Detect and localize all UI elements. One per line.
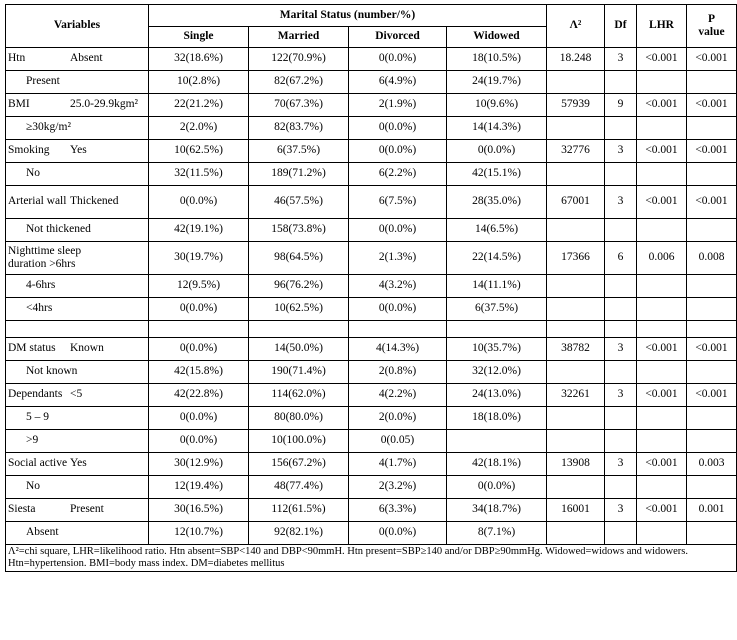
table-row xyxy=(6,430,737,453)
cell-widowed: 6(37.5%) xyxy=(447,298,547,321)
cell-divorced: 2(1.9%) xyxy=(349,94,447,117)
table-row xyxy=(6,476,737,499)
cell-widowed: 28(35.0%) xyxy=(447,186,547,219)
cell-df: 3 xyxy=(605,140,637,163)
cell-widowed: 32(12.0%) xyxy=(447,361,547,384)
row-label-cell xyxy=(6,298,149,321)
cell-single xyxy=(149,321,249,338)
row-label-sub: Absent xyxy=(70,52,103,65)
row-label-cell xyxy=(6,522,149,545)
cell-widowed: 14(6.5%) xyxy=(447,219,547,242)
row-label-sub: >9 xyxy=(26,434,39,447)
cell-single: 12(10.7%) xyxy=(149,522,249,545)
header-divorced: Divorced xyxy=(349,27,447,48)
cell-married: 80(80.0%) xyxy=(249,407,349,430)
cell-df: 3 xyxy=(605,384,637,407)
cell-chi-square xyxy=(547,361,605,384)
cell-married: 6(37.5%) xyxy=(249,140,349,163)
cell-lhr xyxy=(637,163,687,186)
cell-married: 82(67.2%) xyxy=(249,71,349,94)
cell-single: 0(0.0%) xyxy=(149,338,249,361)
cell-married: 96(76.2%) xyxy=(249,275,349,298)
cell-divorced: 0(0.0%) xyxy=(349,298,447,321)
cell-chi-square xyxy=(547,407,605,430)
row-label-main: BMI xyxy=(8,98,30,111)
table-row xyxy=(6,219,737,242)
cell-married: 156(67.2%) xyxy=(249,453,349,476)
row-label-sub: 25.0-29.9kgm² xyxy=(70,98,138,111)
header-p-value-line2: value xyxy=(698,26,725,38)
cell-chi-square xyxy=(547,430,605,453)
cell-lhr xyxy=(637,430,687,453)
table-row xyxy=(6,242,737,275)
cell-divorced: 0(0.0%) xyxy=(349,140,447,163)
cell-df xyxy=(605,117,637,140)
cell-widowed: 14(14.3%) xyxy=(447,117,547,140)
row-label-cell xyxy=(6,338,149,361)
table-header-row-1 xyxy=(6,5,737,27)
cell-p-value xyxy=(687,522,737,545)
cell-lhr xyxy=(637,275,687,298)
table-row xyxy=(6,499,737,522)
cell-lhr xyxy=(637,476,687,499)
table-row xyxy=(6,407,737,430)
cell-p-value xyxy=(687,430,737,453)
cell-chi-square xyxy=(547,321,605,338)
cell-p-value: <0.001 xyxy=(687,384,737,407)
row-label-cell xyxy=(6,321,149,338)
cell-p-value: 0.001 xyxy=(687,499,737,522)
cell-divorced: 4(2.2%) xyxy=(349,384,447,407)
row-label-sub: Yes xyxy=(70,457,87,470)
table-footnote: Λ²=chi square, LHR=likelihood ratio. Htn absent=SBP<140 and DBP<90mmH. Htn present=SBP≥140 and/or DBP≥90mmHg. Widowed=widows and widowers. Htn=hypertension. BMI=body mass index. DM=diabetes mellitus xyxy=(6,545,737,572)
cell-married: 114(62.0%) xyxy=(249,384,349,407)
cell-married: 98(64.5%) xyxy=(249,242,349,275)
row-label-cell xyxy=(6,384,149,407)
cell-p-value: 0.003 xyxy=(687,453,737,476)
row-label-main: DM status xyxy=(8,342,56,355)
cell-single: 0(0.0%) xyxy=(149,430,249,453)
cell-chi-square: 67001 xyxy=(547,186,605,219)
cell-widowed xyxy=(447,321,547,338)
cell-single: 0(0.0%) xyxy=(149,186,249,219)
row-label-cell xyxy=(6,71,149,94)
row-label-sub: Present xyxy=(70,503,104,516)
table-row xyxy=(6,275,737,298)
cell-married: 122(70.9%) xyxy=(249,48,349,71)
header-variables: Variables xyxy=(6,5,149,48)
cell-widowed xyxy=(447,430,547,453)
row-label-cell xyxy=(6,140,149,163)
row-label-cell xyxy=(6,499,149,522)
cell-single: 0(0.0%) xyxy=(149,407,249,430)
table-row xyxy=(6,71,737,94)
cell-chi-square xyxy=(547,476,605,499)
cell-p-value: <0.001 xyxy=(687,140,737,163)
cell-single: 22(21.2%) xyxy=(149,94,249,117)
row-label-cell xyxy=(6,48,149,71)
header-lhr: LHR xyxy=(637,5,687,48)
row-label-sub: 4-6hrs xyxy=(26,279,56,292)
cell-p-value: 0.008 xyxy=(687,242,737,275)
cell-chi-square: 32261 xyxy=(547,384,605,407)
cell-single: 30(12.9%) xyxy=(149,453,249,476)
cell-widowed: 24(19.7%) xyxy=(447,71,547,94)
table-row xyxy=(6,298,737,321)
cell-widowed: 22(14.5%) xyxy=(447,242,547,275)
cell-df xyxy=(605,163,637,186)
cell-single: 2(2.0%) xyxy=(149,117,249,140)
table-row xyxy=(6,163,737,186)
row-label-cell xyxy=(6,242,149,275)
cell-lhr xyxy=(637,71,687,94)
cell-df xyxy=(605,275,637,298)
row-label-sub: Absent xyxy=(26,526,59,539)
row-label-cell xyxy=(6,275,149,298)
cell-chi-square xyxy=(547,117,605,140)
cell-lhr: <0.001 xyxy=(637,499,687,522)
row-label-sub: <4hrs xyxy=(26,302,53,315)
cell-married: 158(73.8%) xyxy=(249,219,349,242)
cell-married: 46(57.5%) xyxy=(249,186,349,219)
header-p-value-line1: P xyxy=(707,12,716,25)
cell-df: 3 xyxy=(605,453,637,476)
cell-single: 30(19.7%) xyxy=(149,242,249,275)
cell-widowed: 0(0.0%) xyxy=(447,476,547,499)
cell-p-value xyxy=(687,407,737,430)
cell-p-value xyxy=(687,117,737,140)
table-row xyxy=(6,117,737,140)
cell-divorced: 6(4.9%) xyxy=(349,71,447,94)
cell-p-value: <0.001 xyxy=(687,338,737,361)
cell-single: 32(18.6%) xyxy=(149,48,249,71)
cell-single: 10(2.8%) xyxy=(149,71,249,94)
cell-chi-square xyxy=(547,71,605,94)
header-marital-status: Marital Status (number/%) xyxy=(149,5,547,27)
cell-df: 6 xyxy=(605,242,637,275)
cell-divorced: 2(0.0%) xyxy=(349,407,447,430)
row-label-sub: Present xyxy=(26,75,60,88)
cell-widowed: 0(0.0%) xyxy=(447,140,547,163)
cell-single: 12(9.5%) xyxy=(149,275,249,298)
row-label-cell xyxy=(6,430,149,453)
row-label-sub: ≥30kg/m² xyxy=(26,121,71,134)
table-footnote-row xyxy=(6,545,737,572)
row-label-cell xyxy=(6,117,149,140)
row-label-sub: Yes xyxy=(70,144,87,157)
cell-p-value xyxy=(687,321,737,338)
row-label-main: Social active xyxy=(8,457,68,470)
cell-divorced: 0(0.0%) xyxy=(349,219,447,242)
row-label-sub: duration >6hrs xyxy=(8,258,76,270)
header-single: Single xyxy=(149,27,249,48)
cell-divorced: 0(0.0%) xyxy=(349,48,447,71)
cell-divorced: 4(1.7%) xyxy=(349,453,447,476)
cell-lhr: <0.001 xyxy=(637,338,687,361)
cell-df xyxy=(605,71,637,94)
cell-single: 42(15.8%) xyxy=(149,361,249,384)
cell-divorced: 2(0.8%) xyxy=(349,361,447,384)
cell-chi-square xyxy=(547,522,605,545)
cell-chi-square: 57939 xyxy=(547,94,605,117)
cell-lhr: <0.001 xyxy=(637,186,687,219)
header-df: Df xyxy=(605,5,637,48)
cell-married: 189(71.2%) xyxy=(249,163,349,186)
cell-single: 0(0.0%) xyxy=(149,298,249,321)
cell-chi-square: 13908 xyxy=(547,453,605,476)
cell-single: 10(62.5%) xyxy=(149,140,249,163)
cell-df: 3 xyxy=(605,338,637,361)
cell-lhr xyxy=(637,361,687,384)
row-label-main: Smoking xyxy=(8,144,50,157)
cell-widowed: 42(15.1%) xyxy=(447,163,547,186)
row-label-cell xyxy=(6,186,149,219)
cell-chi-square xyxy=(547,298,605,321)
row-label-cell xyxy=(6,163,149,186)
cell-df xyxy=(605,219,637,242)
row-label-main: Nighttime sleep xyxy=(8,244,82,257)
table-row xyxy=(6,140,737,163)
table-row xyxy=(6,384,737,407)
cell-lhr: <0.001 xyxy=(637,140,687,163)
cell-widowed: 18(18.0%) xyxy=(447,407,547,430)
cell-chi-square: 32776 xyxy=(547,140,605,163)
row-label-sub: Not thickened xyxy=(26,223,91,236)
cell-p-value xyxy=(687,71,737,94)
cell-lhr xyxy=(637,522,687,545)
row-label-main: Arterial wall xyxy=(8,195,67,208)
cell-df: 3 xyxy=(605,186,637,219)
cell-divorced: 6(7.5%) xyxy=(349,186,447,219)
cell-lhr: <0.001 xyxy=(637,453,687,476)
cell-divorced: 6(2.2%) xyxy=(349,163,447,186)
cell-single: 42(22.8%) xyxy=(149,384,249,407)
header-p-value xyxy=(687,5,737,48)
cell-divorced: 0(0.05) xyxy=(349,430,447,453)
cell-divorced: 0(0.0%) xyxy=(349,117,447,140)
cell-divorced: 4(3.2%) xyxy=(349,275,447,298)
row-label-sub: No xyxy=(26,480,41,493)
row-label-cell xyxy=(6,94,149,117)
cell-p-value: <0.001 xyxy=(687,48,737,71)
cell-p-value xyxy=(687,275,737,298)
row-label-cell xyxy=(6,407,149,430)
cell-lhr xyxy=(637,219,687,242)
cell-divorced: 2(1.3%) xyxy=(349,242,447,275)
cell-df: 9 xyxy=(605,94,637,117)
cell-chi-square xyxy=(547,275,605,298)
row-label-cell xyxy=(6,476,149,499)
cell-lhr xyxy=(637,407,687,430)
cell-lhr: <0.001 xyxy=(637,48,687,71)
cell-single: 30(16.5%) xyxy=(149,499,249,522)
cell-lhr xyxy=(637,117,687,140)
header-widowed: Widowed xyxy=(447,27,547,48)
row-label-sub: Known xyxy=(70,342,104,355)
row-label-cell xyxy=(6,361,149,384)
cell-lhr: <0.001 xyxy=(637,94,687,117)
cell-single: 42(19.1%) xyxy=(149,219,249,242)
cell-married: 48(77.4%) xyxy=(249,476,349,499)
row-label-main: Siesta xyxy=(8,503,36,516)
cell-p-value xyxy=(687,361,737,384)
table-row xyxy=(6,338,737,361)
cell-df xyxy=(605,298,637,321)
table-row xyxy=(6,186,737,219)
row-label-main: Dependants xyxy=(8,388,63,401)
cell-chi-square xyxy=(547,219,605,242)
cell-divorced: 0(0.0%) xyxy=(349,522,447,545)
table-row xyxy=(6,361,737,384)
cell-chi-square: 16001 xyxy=(547,499,605,522)
row-label-sub: <5 xyxy=(70,388,83,401)
cell-chi-square: 17366 xyxy=(547,242,605,275)
cell-widowed: 34(18.7%) xyxy=(447,499,547,522)
row-label-sub: Not known xyxy=(26,365,78,378)
row-label-sub: Thickened xyxy=(70,195,119,208)
cell-df: 3 xyxy=(605,499,637,522)
table-body xyxy=(6,48,737,545)
cell-divorced: 6(3.3%) xyxy=(349,499,447,522)
cell-divorced: 2(3.2%) xyxy=(349,476,447,499)
cell-df xyxy=(605,361,637,384)
cell-married: 82(83.7%) xyxy=(249,117,349,140)
cell-chi-square: 38782 xyxy=(547,338,605,361)
row-label-cell xyxy=(6,453,149,476)
cell-widowed: 14(11.1%) xyxy=(447,275,547,298)
cell-p-value xyxy=(687,219,737,242)
cell-lhr: 0.006 xyxy=(637,242,687,275)
cell-widowed: 18(10.5%) xyxy=(447,48,547,71)
cell-p-value: <0.001 xyxy=(687,94,737,117)
header-married: Married xyxy=(249,27,349,48)
cell-married: 10(62.5%) xyxy=(249,298,349,321)
row-label-cell xyxy=(6,219,149,242)
cell-p-value xyxy=(687,476,737,499)
cell-widowed: 8(7.1%) xyxy=(447,522,547,545)
table-row xyxy=(6,453,737,476)
cell-chi-square xyxy=(547,163,605,186)
cell-widowed: 24(13.0%) xyxy=(447,384,547,407)
cell-p-value: <0.001 xyxy=(687,186,737,219)
cell-p-value xyxy=(687,298,737,321)
cell-single: 32(11.5%) xyxy=(149,163,249,186)
cell-widowed: 42(18.1%) xyxy=(447,453,547,476)
cell-married: 14(50.0%) xyxy=(249,338,349,361)
cell-widowed: 10(35.7%) xyxy=(447,338,547,361)
table-row xyxy=(6,48,737,71)
table-row xyxy=(6,522,737,545)
table-row xyxy=(6,321,737,338)
cell-lhr xyxy=(637,298,687,321)
row-label-sub: No xyxy=(26,167,41,180)
cell-single: 12(19.4%) xyxy=(149,476,249,499)
row-label-sub: 5 – 9 xyxy=(26,411,49,424)
cell-married: 92(82.1%) xyxy=(249,522,349,545)
cell-df xyxy=(605,321,637,338)
cell-married: 190(71.4%) xyxy=(249,361,349,384)
cell-divorced: 4(14.3%) xyxy=(349,338,447,361)
cell-chi-square: 18.248 xyxy=(547,48,605,71)
cell-divorced xyxy=(349,321,447,338)
cell-married xyxy=(249,321,349,338)
cell-married: 70(67.3%) xyxy=(249,94,349,117)
cell-p-value xyxy=(687,163,737,186)
cell-married: 10(100.0%) xyxy=(249,430,349,453)
cell-df xyxy=(605,522,637,545)
cell-df xyxy=(605,476,637,499)
cell-lhr xyxy=(637,321,687,338)
cell-lhr: <0.001 xyxy=(637,384,687,407)
cell-df xyxy=(605,430,637,453)
header-chi-square: Λ² xyxy=(547,5,605,48)
cell-df xyxy=(605,407,637,430)
marital-status-statistics-table xyxy=(5,4,737,572)
table-row xyxy=(6,94,737,117)
cell-widowed: 10(9.6%) xyxy=(447,94,547,117)
cell-married: 112(61.5%) xyxy=(249,499,349,522)
row-label-main: Htn xyxy=(8,52,26,65)
cell-df: 3 xyxy=(605,48,637,71)
